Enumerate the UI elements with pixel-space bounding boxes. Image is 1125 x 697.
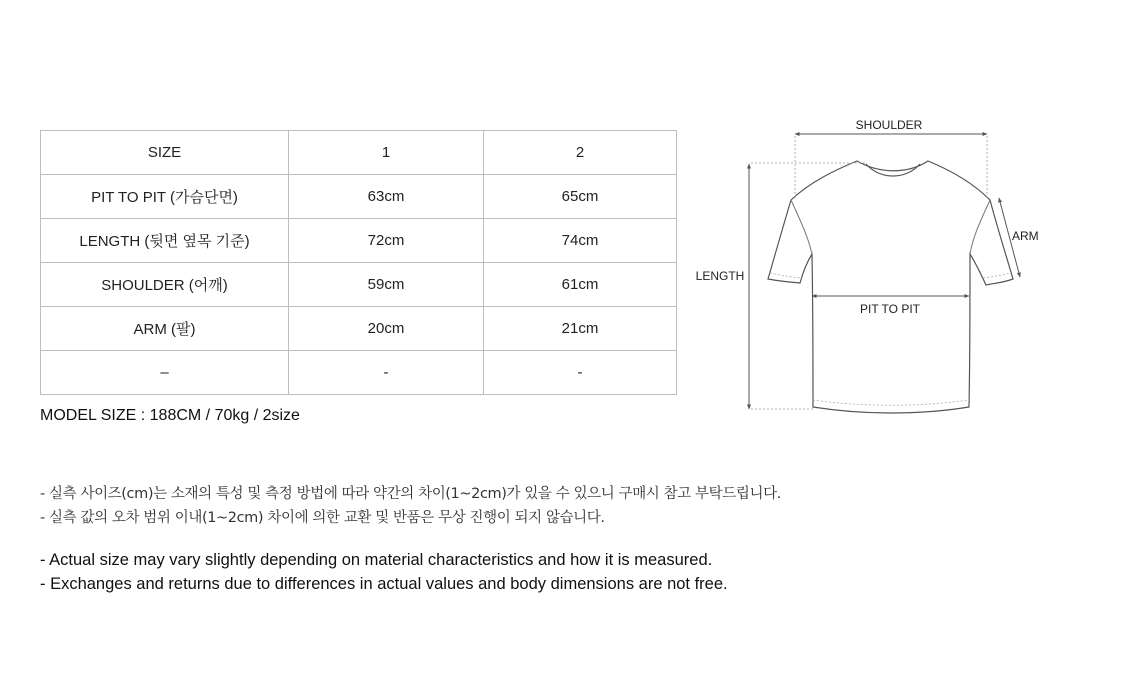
table-row (41, 263, 677, 307)
table-cell: 72cm (289, 219, 484, 263)
tshirt-outline (768, 161, 1013, 413)
table-row (41, 351, 677, 395)
table-cell: ARM (팔) (41, 307, 289, 351)
shoulder-label: SHOULDER (855, 118, 923, 132)
table-header-cell: 2 (484, 131, 677, 175)
table-cell: 21cm (484, 307, 677, 351)
english-note-line: - Exchanges and returns due to differences in actual values and body dimensions are not free. (40, 575, 728, 593)
korean-notes (40, 482, 781, 530)
pit-to-pit-label: PIT TO PIT (859, 302, 921, 316)
table-cell: LENGTH (뒷면 옆목 기준) (41, 219, 289, 263)
size-table (40, 130, 677, 395)
table-cell: SHOULDER (어깨) (41, 263, 289, 307)
arm-label: ARM (1012, 229, 1039, 243)
tshirt-measurement-diagram (690, 110, 1050, 425)
table-cell: 63cm (289, 175, 484, 219)
table-row (41, 175, 677, 219)
model-size-text: MODEL SIZE : 188CM / 70kg / 2size (40, 407, 300, 424)
table-row (41, 307, 677, 351)
english-notes (40, 548, 728, 596)
table-cell: 59cm (289, 263, 484, 307)
table-cell: - (484, 351, 677, 395)
table-header-row (41, 131, 677, 175)
table-cell: - (289, 351, 484, 395)
korean-note-line: - 실측 사이즈(cm)는 소재의 특성 및 측정 방법에 따라 약간의 차이(1~2cm)가 있을 수 있으니 구매시 참고 부탁드립니다. (40, 486, 781, 502)
table-cell: 65cm (484, 175, 677, 219)
table-cell: 61cm (484, 263, 677, 307)
table-header-cell: SIZE (41, 131, 289, 175)
table-row (41, 219, 677, 263)
table-cell: – (41, 351, 289, 395)
korean-note-line: - 실측 값의 오차 범위 이내(1~2cm) 차이에 의한 교환 및 반품은 무상 진행이 되지 않습니다. (40, 510, 605, 526)
table-cell: PIT TO PIT (가슴단면) (41, 175, 289, 219)
length-label: LENGTH (695, 269, 745, 283)
english-note-line: - Actual size may vary slightly depending on material characteristics and how it is measured. (40, 551, 713, 569)
table-header-cell: 1 (289, 131, 484, 175)
table-cell: 74cm (484, 219, 677, 263)
table-cell: 20cm (289, 307, 484, 351)
